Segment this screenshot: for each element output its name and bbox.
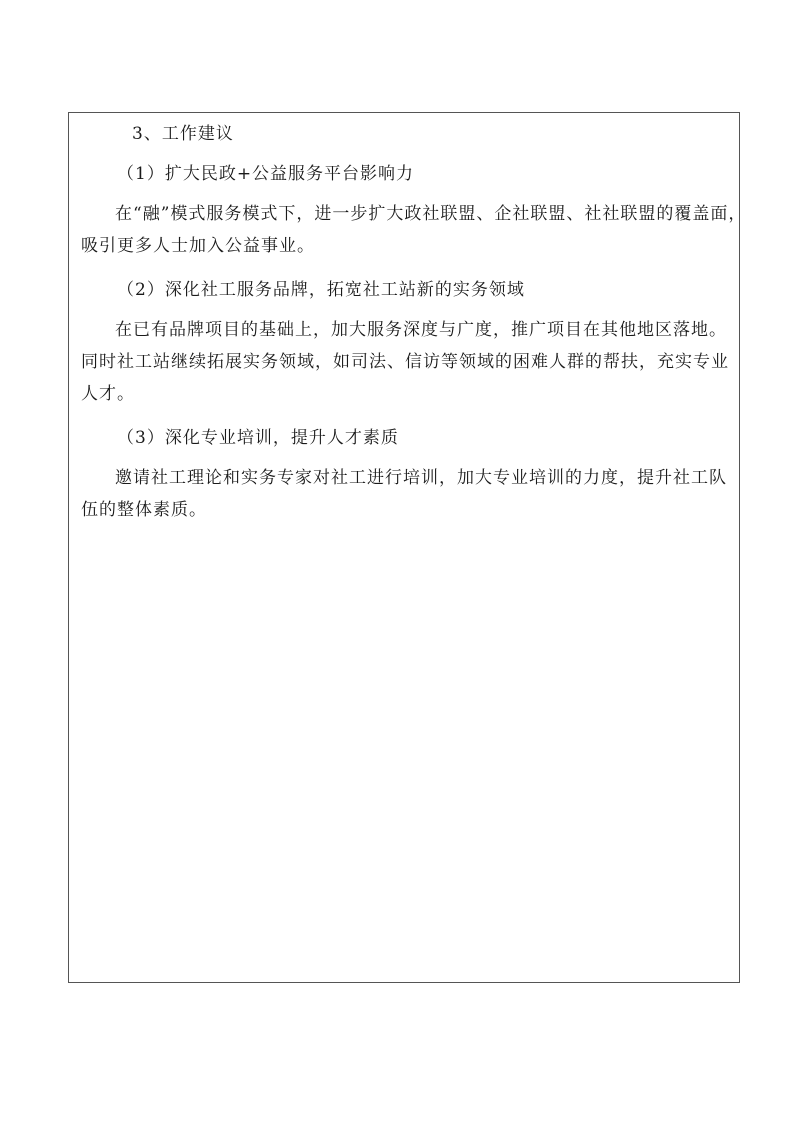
item-2-line-2: 同时社工站继续拓展实务领域，如司法、信访等领域的困难人群的帮扶，充实专业: [81, 352, 729, 372]
item-1-line-1: 在“融”模式服务模式下，进一步扩大政社联盟、企社联盟、社社联盟的覆盖面，: [115, 204, 747, 224]
item-heading-3: （3）深化专业培训，提升人才素质: [117, 428, 399, 448]
document-body: [81, 118, 747, 526]
item-2-line-3: 人才。: [81, 384, 135, 404]
item-heading-2: （2）深化社工服务品牌，拓宽社工站新的实务领域: [117, 280, 525, 300]
item-heading-1: （1）扩大民政+公益服务平台影响力: [117, 164, 415, 184]
item-3-line-1: 邀请社工理论和实务专家对社工进行培训，加大专业培训的力度，提升社工队: [115, 468, 727, 488]
item-2-line-1: 在已有品牌项目的基础上，加大服务深度与广度，推广项目在其他地区落地。: [115, 320, 727, 340]
section-title: 3、工作建议: [132, 124, 234, 144]
item-3-line-2: 伍的整体素质。: [81, 500, 207, 520]
item-1-line-2: 吸引更多人士加入公益事业。: [81, 236, 315, 256]
